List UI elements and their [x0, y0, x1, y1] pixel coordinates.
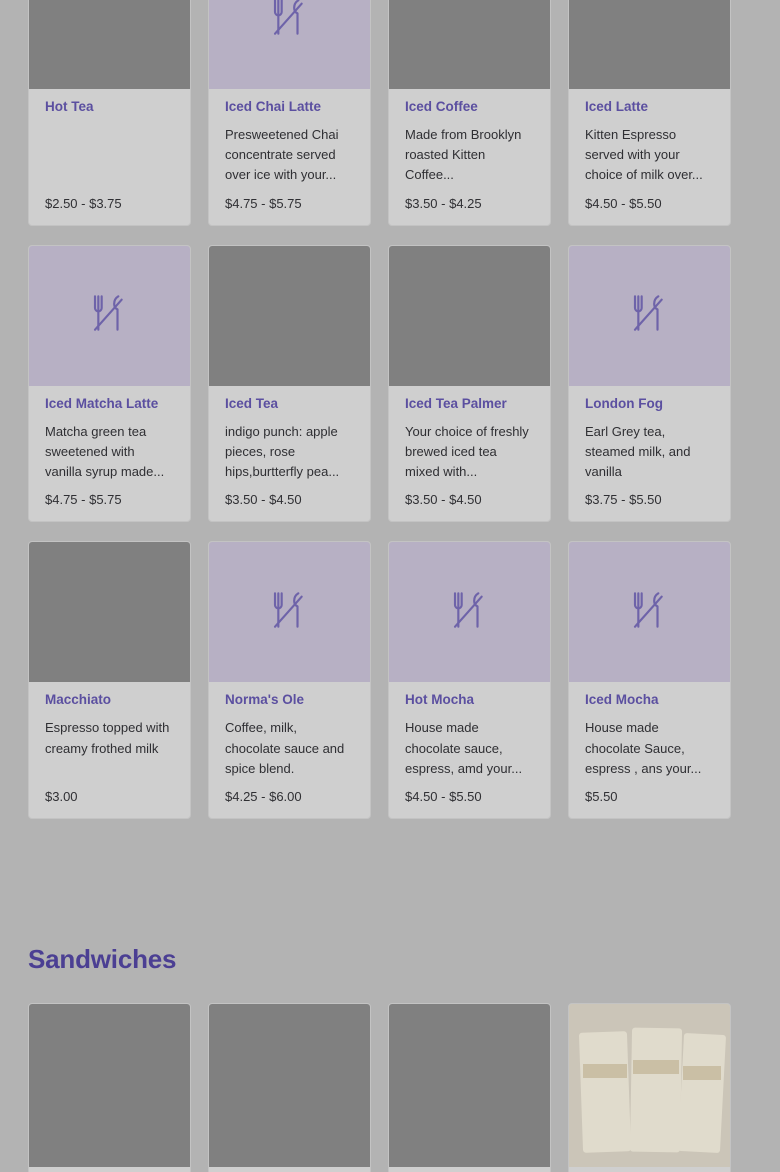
utensils-icon: [270, 590, 310, 635]
utensils-icon: [90, 293, 130, 338]
menu-item-image: [389, 542, 550, 682]
drinks-card-grid: [28, 0, 752, 819]
menu-item-card[interactable]: [388, 245, 551, 523]
menu-item-price: $3.50 - $4.50: [405, 492, 482, 508]
menu-item-name: Iced Chai Latte: [225, 99, 322, 114]
menu-item-price: $3.50 - $4.25: [405, 195, 482, 211]
menu-item-price: $5.50: [585, 788, 618, 804]
menu-item-image: [29, 1004, 190, 1167]
menu-item-image: [389, 1004, 550, 1167]
menu-item-body: [569, 386, 730, 522]
menu-item-image: [569, 246, 730, 386]
menu-item-body: [29, 682, 190, 818]
menu-item-card[interactable]: [208, 1003, 371, 1172]
menu-item-description: Presweetened Chai concentrate served over ice with your...: [225, 127, 339, 183]
menu-item-name: Hot Mocha: [405, 692, 474, 708]
menu-item-image: [29, 0, 190, 89]
utensils-icon: [630, 293, 670, 338]
menu-item-description: indigo punch: apple pieces, rose hips,burtterfly pea...: [225, 423, 340, 480]
menu-item-card[interactable]: [388, 0, 551, 226]
sandwiches-card-grid: [28, 1003, 752, 1172]
menu-item-price: $4.75 - $5.75: [225, 195, 302, 211]
menu-item-price: $3.00: [45, 788, 78, 804]
menu-item-card[interactable]: [568, 0, 731, 226]
menu-item-image: [569, 542, 730, 682]
menu-item-image: [29, 246, 190, 386]
utensils-icon: [270, 0, 310, 42]
menu-item-price: $4.50 - $5.50: [405, 788, 482, 804]
menu-item-card[interactable]: [208, 0, 371, 226]
menu-item-card[interactable]: [568, 245, 731, 523]
menu-item-image: [209, 1004, 370, 1167]
menu-item-description: Kitten Espresso served with your choice of milk over...: [585, 127, 703, 183]
menu-item-price: $4.75 - $5.75: [45, 492, 122, 508]
menu-item-card[interactable]: [28, 1003, 191, 1172]
utensils-icon: [630, 590, 670, 635]
menu-item-image: [209, 0, 370, 89]
menu-item-name: London Fog: [585, 395, 663, 411]
menu-item-card[interactable]: [28, 0, 191, 226]
menu-item-price: $2.50 - $3.75: [45, 195, 122, 211]
menu-item-name: Iced Latte: [585, 99, 649, 114]
menu-item-description: Earl Grey tea, steamed milk, and vanilla: [585, 423, 691, 480]
menu-item-card[interactable]: [28, 541, 191, 819]
menu-item-body: [569, 89, 730, 225]
menu-item-name: Iced Mocha: [585, 692, 659, 708]
menu-item-image: [569, 0, 730, 89]
menu-item-name: Norma's Ole: [225, 692, 304, 708]
menu-item-name: Iced Matcha Latte: [45, 395, 159, 411]
menu-item-description: Matcha green tea sweetened with vanilla syrup made...: [45, 423, 165, 480]
menu-item-image: [209, 246, 370, 386]
menu-item-body: [29, 386, 190, 522]
menu-item-description: House made chocolate Sauce, espress , ans your...: [585, 720, 702, 776]
menu-item-card[interactable]: [388, 1003, 551, 1172]
menu-item-price: $4.25 - $6.00: [225, 788, 302, 804]
menu-item-name: Iced Tea Palmer: [405, 395, 507, 411]
menu-item-card[interactable]: [568, 1003, 731, 1172]
menu-item-price: $3.50 - $4.50: [225, 492, 302, 508]
menu-item-name: Macchiato: [45, 692, 112, 708]
menu-item-body: [209, 89, 370, 225]
menu-item-image: [29, 542, 190, 682]
menu-item-body: [389, 682, 550, 818]
menu-item-image: [389, 0, 550, 89]
menu-item-description: House made chocolate sauce, espress, amd your...: [405, 720, 523, 776]
menu-item-price: $4.50 - $5.50: [585, 195, 662, 211]
menu-item-description: Your choice of freshly brewed iced tea mixed with...: [405, 423, 529, 480]
menu-item-name: Iced Tea: [225, 395, 279, 411]
menu-item-body: [569, 682, 730, 818]
menu-item-body: [209, 682, 370, 818]
menu-item-description: Made from Brooklyn roasted Kitten Coffee...: [405, 127, 522, 183]
menu-item-name: Hot Tea: [45, 99, 94, 114]
menu-item-card[interactable]: [208, 245, 371, 523]
menu-item-image: [389, 246, 550, 386]
menu-item-body: [389, 89, 550, 225]
menu-item-description: Coffee, milk, chocolate sauce and spice blend.: [225, 720, 345, 776]
menu-item-card[interactable]: [208, 541, 371, 819]
menu-item-body: [389, 386, 550, 522]
menu-item-price: $3.75 - $5.50: [585, 492, 662, 508]
menu-item-description: Espresso topped with creamy frothed milk: [45, 720, 170, 756]
utensils-icon: [450, 590, 490, 635]
menu-item-card[interactable]: [28, 245, 191, 523]
menu-item-body: [29, 89, 190, 225]
menu-item-body: [209, 386, 370, 522]
menu-item-image: [209, 542, 370, 682]
menu-item-name: Iced Coffee: [405, 99, 478, 114]
menu-item-card[interactable]: [568, 541, 731, 819]
menu-item-image: [569, 1004, 730, 1167]
section-heading-sandwiches: Sandwiches: [28, 944, 177, 974]
menu-item-card[interactable]: [388, 541, 551, 819]
